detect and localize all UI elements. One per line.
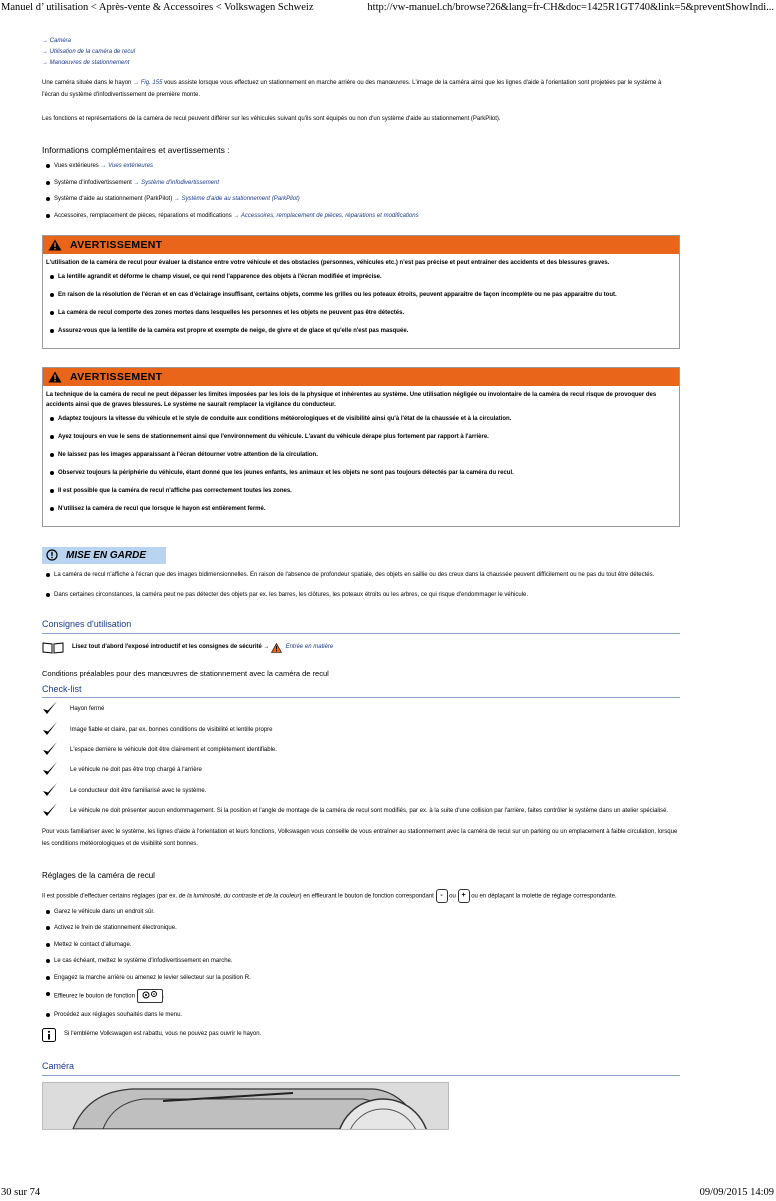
- info-icon: [42, 1028, 56, 1042]
- car-rear-illustration: [43, 1083, 448, 1129]
- warning-label: AVERTISSEMENT: [70, 238, 163, 251]
- checkmark-icon: [42, 700, 70, 720]
- checkmark-icon: [42, 721, 70, 741]
- list-item: Garez le véhicule dans un endroit sûr.: [42, 907, 680, 917]
- read-first-note: Lisez tout d'abord l'exposé introductif et les consignes de sécurité → Entrée en matière: [42, 642, 680, 654]
- warning-header: [43, 236, 679, 254]
- checklist-item: L'espace derrière le véhicule doit être clairement et complètement identifiable.: [42, 741, 680, 761]
- reglages-title: Réglages de la caméra de recul: [42, 871, 155, 881]
- fig-link[interactable]: → Fig. 155: [133, 80, 163, 86]
- checkmark-icon: [42, 761, 70, 781]
- warning-intro: L'utilisation de la caméra de recul pour évaluer la distance entre votre véhicule et des obstacles (personnes, véhicules etc.) n'est pas précise et peut entraîner des accidents et des blessures graves.: [46, 259, 610, 266]
- book-icon: [42, 642, 64, 654]
- manual-content: [42, 36, 680, 1130]
- checklist: [42, 700, 680, 822]
- print-url: http://vw-manuel.ch/browse?26&lang=fr-CH&doc=1425R1GT740&link=5&preventShowIndi...: [367, 2, 774, 13]
- toc-link-usage[interactable]: → Utilisation de la caméra de recul: [42, 49, 136, 55]
- checklist-item: Le véhicule ne doit présenter aucun endommagement. Si la position et l'angle de montage de la caméra de recul sont modifiés, par ex. à la suite d'une collision par l'arrière, faites contrôler le système dans un atelier spécialisé.: [42, 802, 680, 822]
- toc-links: [42, 36, 680, 69]
- checklist-item: Le conducteur doit être familiarisé avec le système.: [42, 782, 680, 802]
- list-item: Effleurez le bouton de fonction .: [42, 989, 680, 1003]
- warning-intro: La technique de la caméra de recul ne peut dépasser les limites imposées par les lois de la physique et inhérentes au système. Une utilisation négligée ou involontaire de la caméra de recul risque de provoquer des accidents ainsi que de graves blessures. Le système ne saurait remplacer la vigilance du conducteur.: [46, 391, 657, 408]
- browser-print-header: [0, 0, 776, 14]
- info-link[interactable]: → Système d'aide au stationnement (ParkPilot): [173, 196, 300, 203]
- list-item: La caméra de recul n'affiche à l'écran que des images bidimensionnelles. En raison de l'absence de profondeur spatiale, des objets en saillie ou des creux dans la chaussée peuvent difficilement ou ne pas du tout être détectés.: [42, 570, 680, 580]
- settings-icon: [141, 990, 159, 999]
- camera-settings-button[interactable]: [137, 989, 163, 1003]
- list-item: La lentille agrandit et déforme le champ visuel, ce qui rend l'apparence des objets à l'écran modifiée et imprécise.: [46, 272, 676, 282]
- list-item: Vues extérieures → Vues extérieures: [42, 161, 680, 171]
- warning-triangle-icon: [48, 371, 62, 383]
- list-item: Engagez la marche arrière ou amenez le levier sélecteur sur la position R.: [42, 973, 680, 983]
- list-item: Dans certaines circonstances, la caméra peut ne pas détecter des objets par ex. les barres, les clôtures, les poteaux étroits ou les arbres, ce qui risque d'endommager le véhicule.: [42, 590, 680, 600]
- info-list: [42, 161, 680, 221]
- browser-print-footer: [0, 1185, 776, 1198]
- info-link[interactable]: → Vues extérieures: [100, 163, 154, 170]
- camera-figure: [42, 1082, 449, 1130]
- list-item: La caméra de recul comporte des zones mortes dans lesquelles les personnes et les objets ne peuvent pas être détectés.: [46, 308, 676, 318]
- list-item: Observez toujours la périphérie du véhicule, étant donné que les jeunes enfants, les animaux et les objets ne sont pas toujours détectés par la caméra du recul.: [46, 468, 676, 478]
- print-datetime: 09/09/2015 14:09: [699, 1187, 774, 1198]
- caution-label: MISE EN GARDE: [66, 549, 147, 561]
- intro-paragraph-2: Les fonctions et représentations de la caméra de recul peuvent différer sur les véhicules suivant qu'ils sont équipés ou non d'un système d'aide au stationnement (ParkPilot).: [42, 116, 501, 122]
- checklist-item: Image fiable et claire, par ex. bonnes conditions de visibilité et lentille propre: [42, 721, 680, 741]
- list-item: Accessoires, remplacement de pièces, réparations et modifications → Accessoires, remplacement de pièces, réparations et modifications: [42, 211, 680, 221]
- checkmark-icon: [42, 741, 70, 761]
- list-item: Procédez aux réglages souhaités dans le menu.: [42, 1010, 680, 1020]
- page-counter: 30 sur 74: [1, 1187, 41, 1198]
- caution-list: [42, 570, 680, 600]
- list-item: Assurez-vous que la lentille de la caméra est propre et exempte de neige, de givre et de glace et qu'elle n'est pas masquée.: [46, 326, 676, 336]
- checkmark-icon: [42, 782, 70, 802]
- toc-link-maneuvers[interactable]: → Manœuvres de stationnement: [42, 60, 130, 66]
- caution-header: [42, 547, 166, 564]
- intro-link[interactable]: Entrée en matière: [285, 644, 334, 651]
- checklist-item: Le véhicule ne doit pas être trop chargé à l'arrière: [42, 761, 680, 781]
- warning-triangle-icon: [271, 643, 282, 653]
- info-circle-icon: [46, 549, 58, 561]
- print-title: Manuel d’ utilisation < Après-vente & Accessoires < Volkswagen Schweiz: [1, 2, 314, 13]
- checklist-advice: Pour vous familiariser avec le système, les lignes d'aide à l'orientation et leurs fonctions, Volkswagen vous conseille de vous entraîner au stationnement avec la caméra de recul sur un parking ou un emplacement à faible circulation, lorsque les conditions météorologiques et de visibilité sont bonnes.: [42, 829, 678, 848]
- conditions-title: Conditions préalables pour des manœuvres de stationnement avec la caméra de recul: [42, 668, 329, 678]
- minus-button[interactable]: -: [436, 889, 448, 903]
- toc-link-camera[interactable]: → Caméra: [42, 38, 72, 44]
- reglages-paragraph: Il est possible d'effectuer certains réglages (par ex. de la luminosité, du contraste et de la couleur) en effleurant le bouton de fonction correspondant - ou + ou en déplaçant la molette de réglage correspondante.: [42, 889, 680, 903]
- list-item: Ayez toujours en vue le sens de stationnement ainsi que l'environnement du véhicule. L'avant du véhicule dérape plus fortement par rapport à l'arrière.: [46, 432, 676, 442]
- checklist-item: Hayon fermé: [42, 700, 680, 720]
- warning-header: [43, 368, 679, 386]
- list-item: Mettez le contact d'allumage.: [42, 940, 680, 950]
- list-item: Le cas échéant, mettez le système d'infodivertissement en marche.: [42, 956, 680, 966]
- section-title-checklist: Check-list: [42, 683, 680, 699]
- list-item: Système d'infodivertissement → Système d'infodivertissement: [42, 178, 680, 188]
- intro-paragraph: Une caméra située dans le hayon → Fig. 155 vous assiste lorsque vous effectuez un stationnement en marche arrière ou des manœuvres. L'image de la caméra ainsi que les lignes d'aide à l'orientation sont projetées par le système à l'écran du système d'infodivertissement de première monte.: [42, 80, 662, 98]
- warning-box-2: [42, 367, 680, 527]
- list-item: Ne laissez pas les images apparaissant à l'écran détourner votre attention de la circulation.: [46, 450, 676, 460]
- warning-box-1: [42, 235, 680, 349]
- info-title: Informations complémentaires et avertissements :: [42, 145, 230, 156]
- plus-button[interactable]: +: [458, 889, 470, 903]
- checkmark-icon: [42, 802, 70, 822]
- list-item: Activez le frein de stationnement électronique.: [42, 923, 680, 933]
- warning-triangle-icon: [48, 239, 62, 251]
- section-title-consignes: Consignes d'utilisation: [42, 618, 680, 634]
- warning-label: AVERTISSEMENT: [70, 370, 163, 383]
- list-item: N'utilisez la caméra de recul que lorsque le hayon est entièrement fermé.: [46, 504, 676, 514]
- section-title-camera: Caméra: [42, 1060, 680, 1076]
- info-link[interactable]: → Accessoires, remplacement de pièces, réparations et modifications: [233, 212, 419, 219]
- info-note: Si l'emblème Volkswagen est rabattu, vous ne pouvez pas ouvrir le hayon.: [42, 1028, 680, 1042]
- info-link[interactable]: → Système d'infodivertissement: [133, 179, 220, 186]
- list-item: Il est possible que la caméra de recul n'affiche pas correctement toutes les zones.: [46, 486, 676, 496]
- list-item: Système d'aide au stationnement (ParkPilot) → Système d'aide au stationnement (ParkPilot): [42, 194, 680, 204]
- reglages-steps: [42, 907, 680, 1020]
- list-item: En raison de la résolution de l'écran et en cas d'éclairage insuffisant, certains objets, comme les grilles ou les poteaux étroits, peuvent apparaître de façon incomplète ou ne pas apparaître du tout.: [46, 290, 676, 300]
- list-item: Adaptez toujours la vitesse du véhicule et le style de conduite aux conditions météorologiques et de visibilité ainsi qu'à l'état de la chaussée et à la circulation.: [46, 414, 676, 424]
